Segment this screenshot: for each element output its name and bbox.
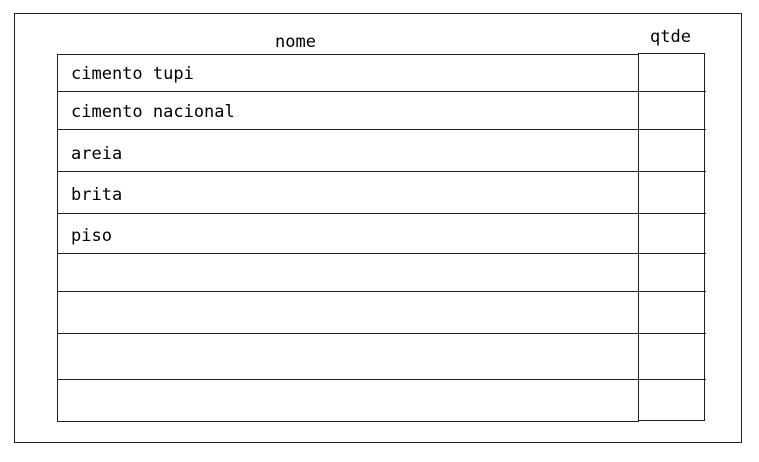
table-row[interactable] [57, 380, 706, 422]
row-name-cell[interactable]: piso [71, 226, 112, 246]
table-row[interactable] [57, 130, 706, 172]
table-row[interactable] [57, 254, 706, 292]
table-row[interactable] [57, 334, 706, 380]
table-row[interactable] [57, 214, 706, 254]
row-name-cell[interactable]: brita [71, 185, 123, 205]
column-header-qtde: qtde [650, 27, 691, 47]
row-name-cell[interactable]: cimento nacional [71, 102, 235, 122]
row-name-cell[interactable]: cimento tupi [71, 64, 194, 84]
table-row[interactable] [57, 54, 706, 92]
table-row[interactable] [57, 92, 706, 130]
table-row[interactable] [57, 292, 706, 334]
table-row[interactable] [57, 172, 706, 214]
column-header-nome: nome [275, 32, 316, 52]
row-name-cell[interactable]: areia [71, 144, 123, 164]
